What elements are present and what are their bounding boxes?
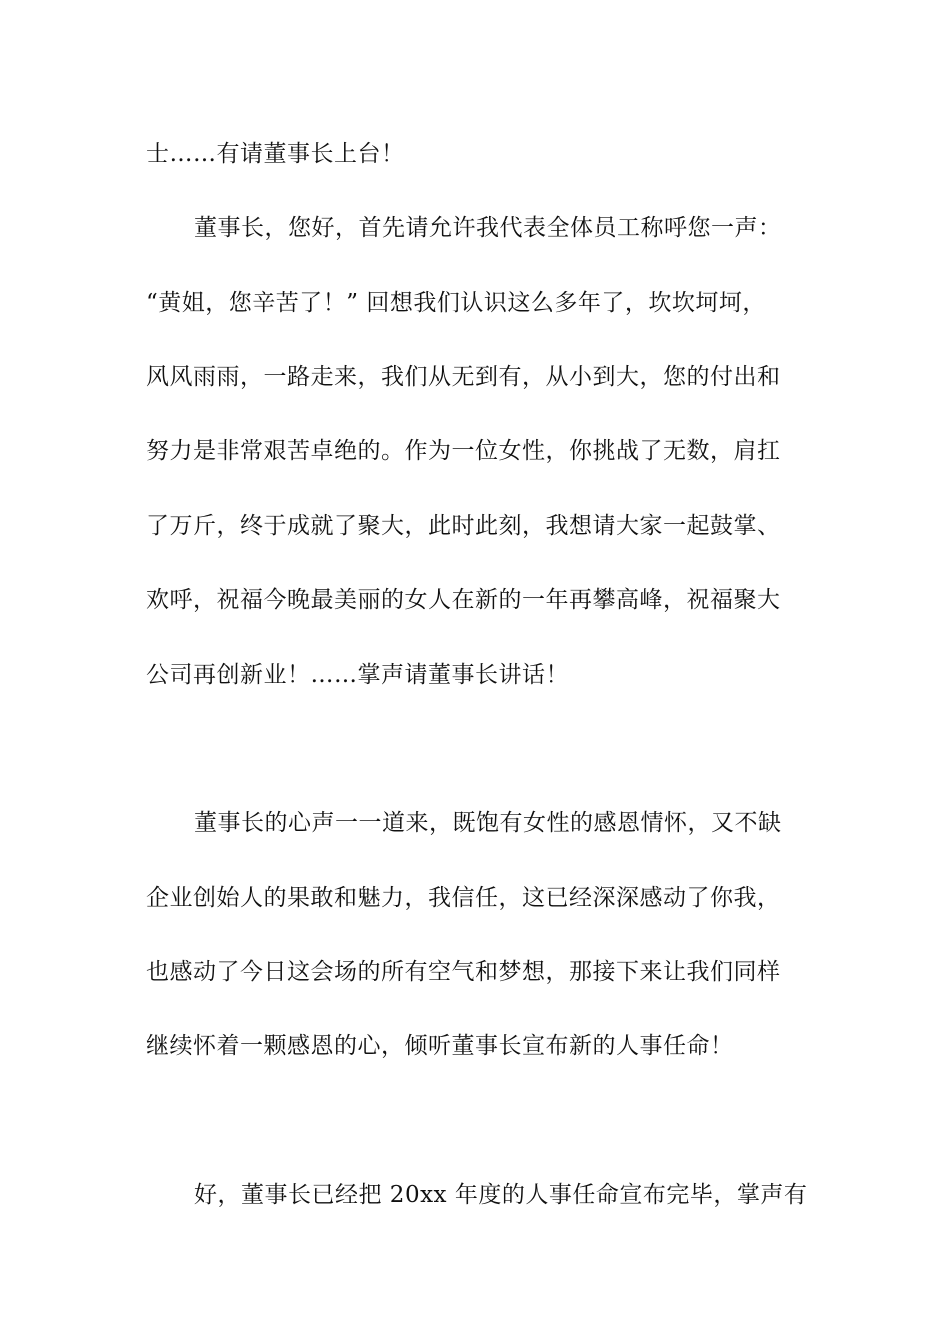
paragraph-line: “黄姐，您辛苦了！” 回想我们认识这么多年了，坎坎坷坷，	[146, 290, 766, 316]
paragraph-first-line: 董事长，您好，首先请允许我代表全体员工称呼您一声：	[194, 215, 782, 241]
paragraph-line: 企业创始人的果敢和魅力，我信任，这已经深深感动了你我，	[146, 885, 781, 911]
paragraph-line: 公司再创新业！……掌声请董事长讲话！	[146, 662, 569, 688]
paragraph-line: 欢呼，祝福今晚最美丽的女人在新的一年再攀高峰，祝福聚大	[146, 587, 781, 613]
paragraph-first-line: 董事长的心声一一道来，既饱有女性的感恩情怀，又不缺	[194, 810, 782, 836]
paragraph-line: 了万斤，终于成就了聚大，此时此刻，我想请大家一起鼓掌、	[146, 513, 781, 539]
paragraph-line: 风风雨雨，一路走来，我们从无到有，从小到大，您的付出和	[146, 364, 781, 390]
paragraph-line: 继续怀着一颗感恩的心，倾听董事长宣布新的人事任命！	[146, 1033, 734, 1059]
paragraph-line: 也感动了今日这会场的所有空气和梦想，那接下来让我们同样	[146, 959, 781, 985]
paragraph-line: 努力是非常艰苦卓绝的。作为一位女性，你挑战了无数，肩扛	[146, 438, 781, 464]
paragraph-first-line: 好，董事长已经把 20xx 年度的人事任命宣布完毕，掌声有	[194, 1182, 808, 1208]
paragraph-line: 士……有请董事长上台！	[146, 141, 405, 167]
